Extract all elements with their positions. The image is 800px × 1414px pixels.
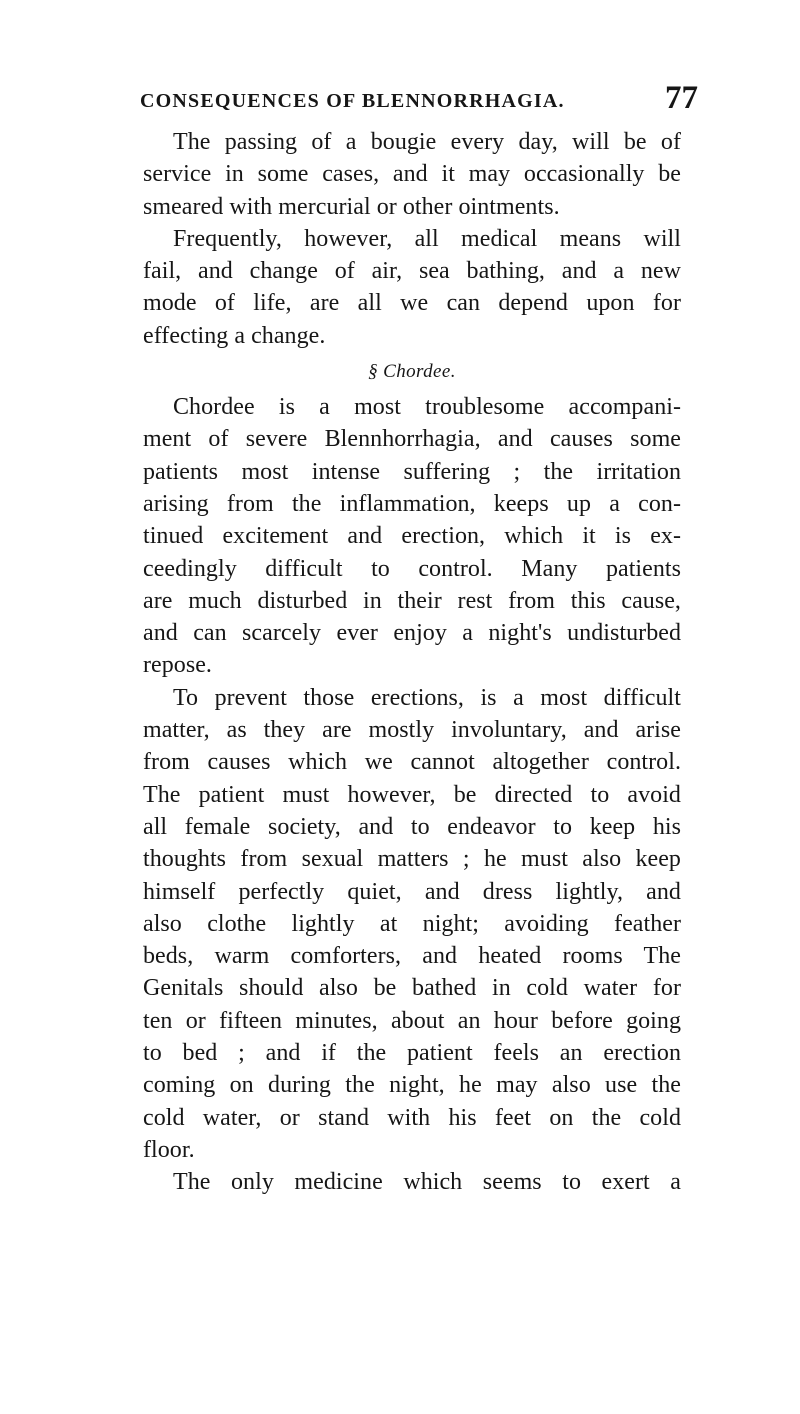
text-line: are much disturbed in their rest from this cause,	[143, 587, 681, 614]
text-line: matter, as they are mostly involuntary, and arise	[143, 717, 681, 744]
text-line: to bed ; and if the patient feels an erection	[143, 1040, 681, 1067]
text-line: mode of life, are all we can depend upon for	[143, 290, 681, 317]
text-line: ceedingly difficult to control. Many patients	[143, 555, 681, 582]
text-line: The patient must however, be directed to avoid	[143, 781, 681, 808]
running-title: CONSEQUENCES OF BLENNORRHAGIA.	[140, 90, 565, 112]
text-line: floor.	[143, 1136, 195, 1163]
text-line: Genitals should also be bathed in cold water for	[143, 975, 681, 1002]
text-line: from causes which we cannot altogether control.	[143, 749, 681, 776]
text-line: coming on during the night, he may also use the	[143, 1072, 681, 1099]
text-line: tinued excitement and erection, which it is ex-	[143, 523, 681, 550]
text-line: Frequently, however, all medical means will	[173, 225, 681, 252]
text-line: To prevent those erections, is a most difficult	[173, 684, 681, 711]
text-line: The passing of a bougie every day, will be of	[173, 129, 681, 155]
page-body	[143, 126, 681, 1199]
text-line: fail, and change of air, sea bathing, and a new	[143, 258, 681, 285]
text-line: smeared with mercurial or other ointments.	[143, 193, 560, 220]
text-line: The only medicine which seems to exert a	[173, 1169, 681, 1196]
text-line: repose.	[143, 652, 212, 679]
text-line: Chordee is a most troublesome accompani-	[173, 394, 681, 421]
text-line: ment of severe Blennhorrhagia, and causes some	[143, 426, 681, 453]
text-line: himself perfectly quiet, and dress lightly, and	[143, 878, 681, 905]
page-number: 77	[665, 80, 698, 116]
text-line: all female society, and to endeavor to keep his	[143, 813, 681, 840]
text-line: ten or fifteen minutes, about an hour before going	[143, 1007, 681, 1034]
text-line: patients most intense suffering ; the irritation	[143, 458, 681, 485]
text-line: thoughts from sexual matters ; he must also keep	[143, 846, 681, 873]
text-line: also clothe lightly at night; avoiding feather	[143, 910, 681, 937]
text-line: arising from the inflammation, keeps up a con-	[143, 490, 681, 517]
text-line: beds, warm comforters, and heated rooms The	[143, 943, 681, 970]
text-line: effecting a change.	[143, 322, 326, 349]
text-line: cold water, or stand with his feet on the cold	[143, 1104, 681, 1131]
text-line: and can scarcely ever enjoy a night's undisturbed	[143, 620, 681, 647]
running-head	[138, 80, 698, 120]
text-line: service in some cases, and it may occasionally be	[143, 161, 681, 188]
section-heading: § Chordee.	[368, 361, 456, 383]
